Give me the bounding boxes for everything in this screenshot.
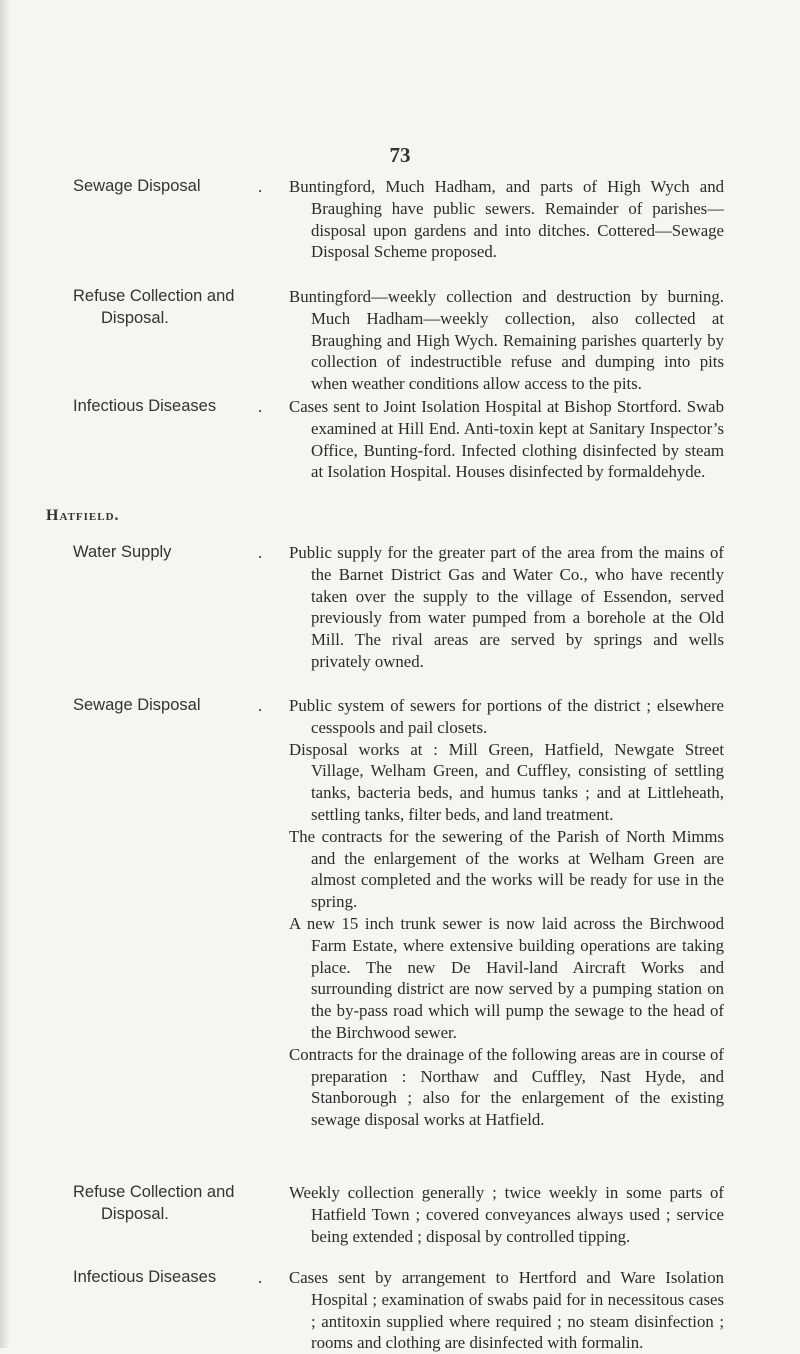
paragraph: Cases sent to Joint Isolation Hospital at Bishop Stortford. Swab examined at Hill End. Anti-toxin kept at Sanitary Inspector’s Office, Bunting-ford. Infected clothing disinfected by steam at Isolation Hospital. Houses disinfected by formaldehyde. [289,397,724,482]
entry-label-line: Refuse Collection and [73,1183,235,1201]
entry-label-line: Disposal. [101,308,169,327]
section-heading-hatfield: Hatfield. [46,507,120,524]
paragraph: Disposal works at : Mill Green, Hatfield, Newgate Street Village, Welham Green, and Cuffley, consisting of settling tanks, bacteria beds, and humus tanks ; and at Littleheath, settling tanks, filter beds, and land treatment. [289,739,724,824]
entry-label [73,1267,273,1289]
paragraph: A new 15 inch trunk sewer is now laid across the Birchwood Farm Estate, where extensive building operations are taking place. The new De Havil-land Aircraft Works and surrounding district are now served by a pumping station on the by-pass road which will pump the sewage to the head of the Birchwood sewer. [289,913,724,1042]
paragraph: The contracts for the sewering of the Parish of North Mimms and the enlargement of the works at Welham Green are almost completed and the works will be ready for use in the spring. [289,826,724,912]
entry-label [73,542,273,564]
entry-text [289,542,724,673]
leader-dot: . [258,397,263,416]
entry-text [289,176,724,263]
paragraph: Cases sent by arrangement to Hertford and Ware Isolation Hospital ; examination of swabs paid for in necessitous cases ; antitoxin supplied where required ; no steam disinfection ; rooms and clothing are disinfected with formalin. [289,1268,724,1353]
paragraph: Weekly collection generally ; twice weekly in some parts of Hatfield Town ; covered conveyances always used ; service being extended ; disposal by controlled tipping. [289,1183,724,1246]
paragraph: Public supply for the greater part of the area from the mains of the Barnet District Gas and Water Co., who have recently taken over the supply to the village of Essendon, served previously from water pumped from a borehole at the Old Mill. The rival areas are served by springs and wells privately owned. [289,543,724,671]
entry-text [289,695,724,1131]
entry-label-line: Sewage Disposal [73,696,201,714]
leader-dot: . [258,1268,263,1287]
entry-label [73,396,273,418]
entry-label-line: Water Supply [73,543,172,561]
entry-label [73,176,273,198]
paragraph: Public system of sewers for portions of the district ; elsewhere cesspools and pail closets. [289,696,724,737]
entry-label [73,695,273,717]
entry-label [73,1182,273,1225]
paragraph: Contracts for the drainage of the following areas are in course of preparation : Northaw and Cuffley, Nast Hyde, and Stanborough ; also for the enlargement of the existing sewage disposal works at Hatfield. [289,1044,724,1130]
paragraph: Buntingford—weekly collection and destruction by burning. Much Hadham—weekly collection, also collected at Braughing and High Wych. Remaining parishes quarterly by collection of indestructible refuse and dumping into pits when weather conditions allow access to the pits. [289,287,724,394]
entry-label [73,286,273,329]
entry-label-line: Refuse Collection and [73,287,235,305]
entry-label-line: Infectious Diseases [73,1268,217,1286]
entry-text [289,396,724,483]
entry-label-line: Disposal. [101,1204,169,1223]
leader-dot: . [258,177,263,196]
entry-text [289,1182,724,1247]
entry-text [289,1267,724,1354]
page-edge-shadow [0,0,10,1348]
entry-label-line: Infectious Diseases [73,397,217,415]
paragraph: Buntingford, Much Hadham, and parts of High Wych and Braughing have public sewers. Remainder of parishes—disposal upon gardens and into ditches. Cottered—Sewage Disposal Scheme proposed. [289,177,724,262]
entry-label-line: Sewage Disposal [73,177,201,195]
leader-dot: . [258,696,263,715]
page-number: 73 [389,143,411,167]
entry-text [289,286,724,395]
leader-dot: . [258,543,263,562]
